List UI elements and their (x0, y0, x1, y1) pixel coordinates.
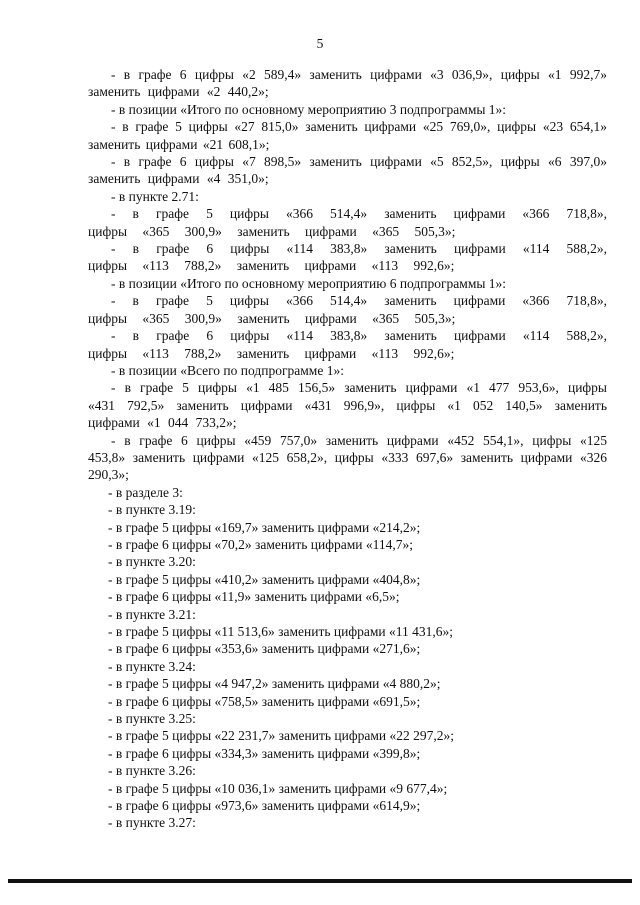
paragraph: - в позиции «Всего по подпрограмме 1»: (111, 362, 344, 378)
paragraph: - в графе 5 цифры «366 514,4» заменить цифрами «366 718,8», цифры «365 300,9» заменить цифрами «365 505,3»; (88, 293, 607, 326)
paragraph: - в графе 5 цифры «4 947,2» заменить цифрами «4 880,2»; (108, 676, 441, 692)
paragraph: - в пункте 3.27: (108, 815, 196, 831)
paragraph: - в графе 6 цифры «459 757,0» заменить цифрами «452 554,1», цифры «125 453,8» заменить цифрами «125 658,2», цифры «333 697,6» заменить цифрами «326 290,3»; (88, 432, 607, 483)
paragraph: - в пункте 3.26: (108, 763, 196, 779)
paragraph: - в графе 6 цифры «758,5» заменить цифрами «691,5»; (108, 693, 421, 709)
paragraph: - в пункте 2.71: (111, 188, 199, 204)
paragraph: - в графе 6 цифры «114 383,8» заменить цифрами «114 588,2», цифры «113 788,2» заменить цифрами «113 992,6»; (88, 241, 607, 274)
paragraph: - в пункте 3.24: (108, 658, 196, 674)
paragraph: - в графе 5 цифры «1 485 156,5» заменить цифрами «1 477 953,6», цифры «431 792,5» заменить цифрами «431 996,9», цифры «1 052 140,5» заменить цифрами «1 044 733,2»; (88, 380, 607, 431)
page-number: 5 (316, 36, 324, 51)
paragraph: - в графе 6 цифры «70,2» заменить цифрами «114,7»; (108, 536, 413, 552)
paragraph: - в графе 6 цифры «11,9» заменить цифрами «6,5»; (108, 589, 400, 605)
paragraph: - в графе 6 цифры «334,3» заменить цифрами «399,8»; (108, 745, 421, 761)
paragraph: - в графе 6 цифры «114 383,8» заменить цифрами «114 588,2», цифры «113 788,2» заменить цифрами «113 992,6»; (88, 328, 607, 361)
paragraph: - в графе 5 цифры «410,2» заменить цифрами «404,8»; (108, 571, 421, 587)
paragraph: - в пункте 3.21: (108, 606, 196, 622)
paragraph: - в позиции «Итого по основному мероприятию 3 подпрограммы 1»: (111, 101, 507, 117)
paragraph: - в графе 6 цифры «353,6» заменить цифрами «271,6»; (108, 641, 421, 657)
paragraph: - в графе 6 цифры «973,6» заменить цифрами «614,9»; (108, 798, 421, 814)
paragraph: - в пункте 3.19: (108, 502, 196, 518)
paragraph: - в графе 6 цифры «2 589,4» заменить цифрами «3 036,9», цифры «1 992,7» заменить цифрами «2 440,2»; (88, 67, 607, 100)
paragraph: - в графе 5 цифры «366 514,4» заменить цифрами «366 718,8», цифры «365 300,9» заменить цифрами «365 505,3»; (88, 206, 607, 239)
paragraph: - в графе 5 цифры «169,7» заменить цифрами «214,2»; (108, 519, 421, 535)
paragraph: - в графе 6 цифры «7 898,5» заменить цифрами «5 852,5», цифры «6 397,0» заменить цифрами «4 351,0»; (88, 154, 607, 187)
document-body (88, 66, 607, 832)
paragraph: - в графе 5 цифры «10 036,1» заменить цифрами «9 677,4»; (108, 780, 448, 796)
paragraph: - в графе 5 цифры «27 815,0» заменить цифрами «25 769,0», цифры «23 654,1» заменить цифрами «21 608,1»; (88, 119, 607, 152)
paragraph: - в пункте 3.25: (108, 711, 196, 727)
paragraph: - в графе 5 цифры «22 231,7» заменить цифрами «22 297,2»; (108, 728, 454, 744)
paragraph: - в позиции «Итого по основному мероприятию 6 подпрограммы 1»: (111, 275, 507, 291)
bottom-rule (8, 879, 632, 883)
paragraph: - в пункте 3.20: (108, 554, 196, 570)
paragraph: - в разделе 3: (108, 484, 183, 500)
paragraph: - в графе 5 цифры «11 513,6» заменить цифрами «11 431,6»; (108, 624, 453, 639)
